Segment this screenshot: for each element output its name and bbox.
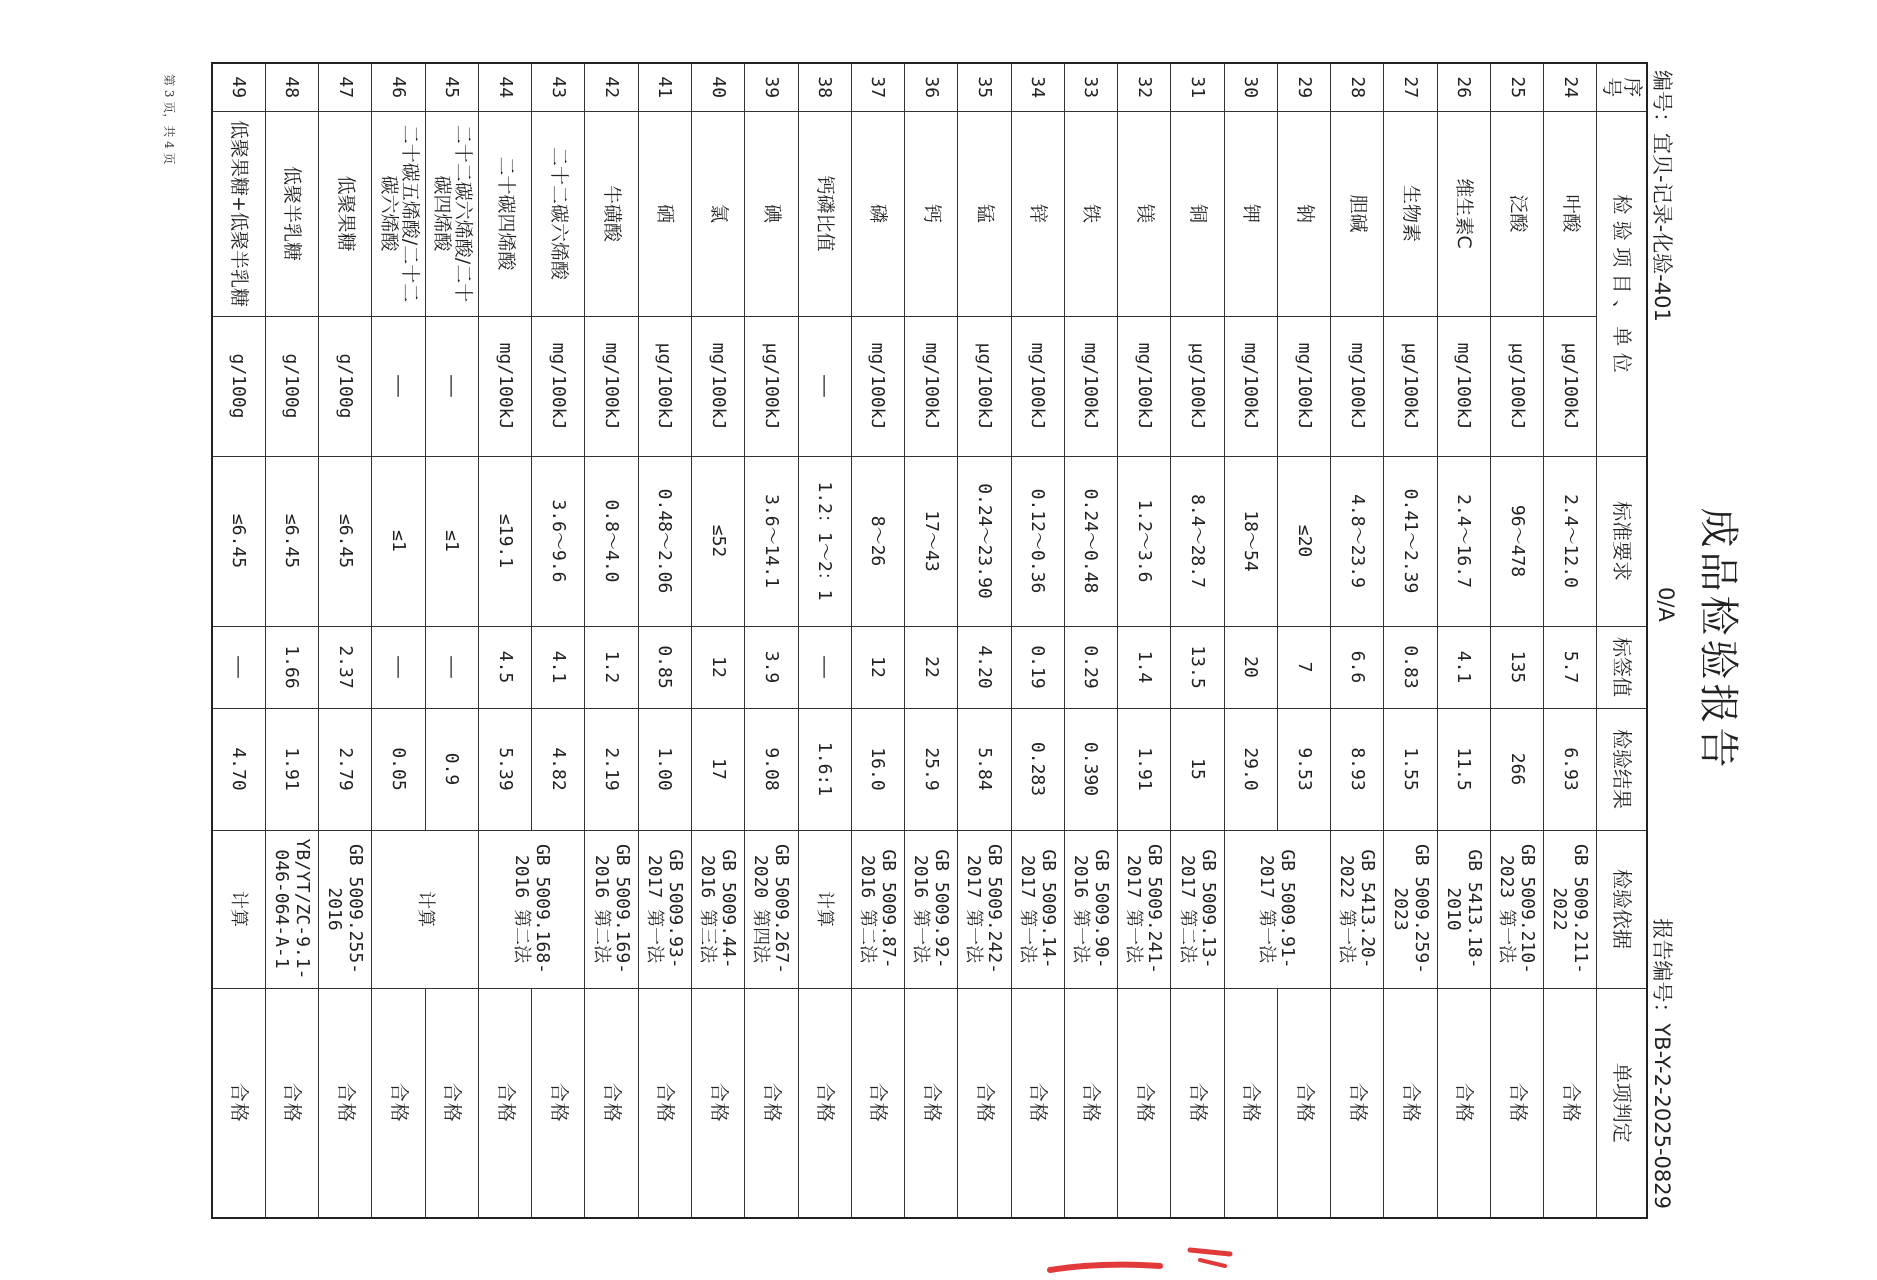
table-header-row	[1597, 63, 1647, 1218]
standard-requirement: 8～26	[851, 456, 904, 626]
test-result: 5.39	[478, 708, 531, 830]
test-basis: GB 5009.211-2022	[1544, 830, 1597, 988]
row-number: 46	[372, 63, 425, 111]
label-value: 135	[1490, 626, 1543, 708]
row-number: 24	[1544, 63, 1597, 111]
table-row	[212, 63, 265, 1218]
item-unit: μg/100kJ	[1171, 316, 1224, 456]
test-basis: GB 5009.242-2017 第一法	[958, 830, 1011, 988]
table-row	[958, 63, 1011, 1218]
item-unit: μg/100kJ	[638, 316, 691, 456]
standard-requirement: ≤6.45	[319, 456, 372, 626]
row-number: 25	[1490, 63, 1543, 111]
test-result: 4.70	[212, 708, 265, 830]
test-result: 5.84	[958, 708, 1011, 830]
judgement: 合格	[958, 988, 1011, 1218]
item-name: 锌	[1011, 111, 1064, 316]
standard-requirement: ≤1	[372, 456, 425, 626]
label-value: 1.4	[1118, 626, 1171, 708]
standard-requirement: 17～43	[905, 456, 958, 626]
item-unit: mg/100kJ	[1437, 316, 1490, 456]
table-row	[851, 63, 904, 1218]
table-row	[638, 63, 691, 1218]
test-basis: GB 5413.18-2010	[1437, 830, 1490, 988]
judgement: 合格	[532, 988, 585, 1218]
judgement: 合格	[1011, 988, 1064, 1218]
judgement: 合格	[372, 988, 425, 1218]
item-unit: mg/100kJ	[478, 316, 531, 456]
item-name: 钾	[1224, 111, 1277, 316]
label-value: 4.1	[532, 626, 585, 708]
standard-requirement: 0.8～4.0	[585, 456, 638, 626]
judgement: 合格	[851, 988, 904, 1218]
standard-requirement: 96～478	[1490, 456, 1543, 626]
judgement: 合格	[1331, 988, 1384, 1218]
label-value: 1.66	[265, 626, 318, 708]
judgement: 合格	[425, 988, 478, 1218]
judgement: 合格	[1224, 988, 1277, 1218]
label-value: 22	[905, 626, 958, 708]
standard-requirement: 18～54	[1224, 456, 1277, 626]
item-name: 低聚半乳糖	[265, 111, 318, 316]
standard-requirement: ≤19.1	[478, 456, 531, 626]
item-unit: ——	[798, 316, 851, 456]
label-value: 13.5	[1171, 626, 1224, 708]
item-name: 铁	[1064, 111, 1117, 316]
label-value: 0.83	[1384, 626, 1437, 708]
item-name: 二十碳五烯酸/二十二碳六烯酸	[372, 111, 425, 316]
label-value: 7	[1277, 626, 1330, 708]
test-basis: 计算	[212, 830, 265, 988]
test-result: 1.91	[1118, 708, 1171, 830]
item-name: 钙磷比值	[798, 111, 851, 316]
judgement: 合格	[478, 988, 531, 1218]
item-name: 胆碱	[1331, 111, 1384, 316]
test-result: 0.390	[1064, 708, 1117, 830]
row-number: 45	[425, 63, 478, 111]
table-row	[745, 63, 798, 1218]
standard-requirement: 1.2～3.6	[1118, 456, 1171, 626]
item-name: 牛磺酸	[585, 111, 638, 316]
standard-requirement: ≤1	[425, 456, 478, 626]
item-unit: μg/100kJ	[1490, 316, 1543, 456]
item-name: 二十二碳六烯酸	[532, 111, 585, 316]
standard-requirement: ≤52	[691, 456, 744, 626]
label-value: 0.19	[1011, 626, 1064, 708]
test-result: 9.53	[1277, 708, 1330, 830]
row-number: 27	[1384, 63, 1437, 111]
standard-requirement: 0.41～2.39	[1384, 456, 1437, 626]
table-row	[1011, 63, 1064, 1218]
row-number: 48	[265, 63, 318, 111]
table-row	[532, 63, 585, 1218]
row-number: 32	[1118, 63, 1171, 111]
label-value: 4.1	[1437, 626, 1490, 708]
test-result: 9.08	[745, 708, 798, 830]
table-row	[691, 63, 744, 1218]
item-unit: mg/100kJ	[1118, 316, 1171, 456]
row-number: 39	[745, 63, 798, 111]
test-basis: GB 5009.91-2017 第一法	[1224, 830, 1331, 988]
item-name: 泛酸	[1490, 111, 1543, 316]
test-basis: GB 5009.267-2020 第四法	[745, 830, 798, 988]
row-number: 37	[851, 63, 904, 111]
report-number: 报告编号：YB-Y-2-2025-0829	[1650, 918, 1674, 1209]
label-value: ——	[798, 626, 851, 708]
test-result: 11.5	[1437, 708, 1490, 830]
judgement: 合格	[265, 988, 318, 1218]
version-label: 0/A	[1654, 587, 1678, 622]
header-no: 序号	[1597, 63, 1647, 111]
item-name: 钠	[1277, 111, 1330, 316]
item-unit: mg/100kJ	[532, 316, 585, 456]
label-value: 0.85	[638, 626, 691, 708]
test-basis: GB 5009.169-2016 第二法	[585, 830, 638, 988]
test-result: 2.79	[319, 708, 372, 830]
standard-requirement: 0.24～23.90	[958, 456, 1011, 626]
label-value: ——	[212, 626, 265, 708]
table-row	[1384, 63, 1437, 1218]
test-result: 2.19	[585, 708, 638, 830]
item-name: 氯	[691, 111, 744, 316]
item-name: 维生素C	[1437, 111, 1490, 316]
test-basis: GB 5009.168-2016 第二法	[478, 830, 585, 988]
item-unit: mg/100kJ	[1011, 316, 1064, 456]
judgement: 合格	[638, 988, 691, 1218]
test-basis: GB 5009.44-2016 第三法	[691, 830, 744, 988]
row-number: 40	[691, 63, 744, 111]
test-result: 29.0	[1224, 708, 1277, 830]
judgement: 合格	[745, 988, 798, 1218]
table-row	[478, 63, 531, 1218]
item-name: 碘	[745, 111, 798, 316]
row-number: 35	[958, 63, 1011, 111]
item-unit: ——	[425, 316, 478, 456]
row-number: 43	[532, 63, 585, 111]
table-row	[1064, 63, 1117, 1218]
table-row	[1544, 63, 1597, 1218]
item-unit: ——	[372, 316, 425, 456]
standard-requirement: 0.24～0.48	[1064, 456, 1117, 626]
judgement: 合格	[1118, 988, 1171, 1218]
row-number: 49	[212, 63, 265, 111]
item-name: 钙	[905, 111, 958, 316]
label-value: 4.20	[958, 626, 1011, 708]
item-unit: μg/100kJ	[1544, 316, 1597, 456]
test-result: 1.00	[638, 708, 691, 830]
item-name: 二十碳四烯酸	[478, 111, 531, 316]
item-unit: g/100g	[265, 316, 318, 456]
standard-requirement: ≤6.45	[212, 456, 265, 626]
table-row	[319, 63, 372, 1218]
judgement: 合格	[1171, 988, 1224, 1218]
item-unit: g/100g	[212, 316, 265, 456]
row-number: 30	[1224, 63, 1277, 111]
label-value: 4.5	[478, 626, 531, 708]
table-row	[1331, 63, 1384, 1218]
row-number: 42	[585, 63, 638, 111]
item-name: 铜	[1171, 111, 1224, 316]
row-number: 33	[1064, 63, 1117, 111]
test-basis: GB 5009.13-2017 第二法	[1171, 830, 1224, 988]
test-result: 25.9	[905, 708, 958, 830]
red-seal-fragment	[1040, 1240, 1240, 1280]
test-basis: GB 5413.20-2022 第一法	[1331, 830, 1384, 988]
item-name: 镁	[1118, 111, 1171, 316]
judgement: 合格	[212, 988, 265, 1218]
item-name: 二十二碳六烯酸/二十碳四烯酸	[425, 111, 478, 316]
table-row	[1118, 63, 1171, 1218]
test-basis: 计算	[798, 830, 851, 988]
header-basis: 检验依据	[1597, 830, 1647, 988]
label-value: 12	[691, 626, 744, 708]
test-basis: 计算	[372, 830, 479, 988]
table-row	[265, 63, 318, 1218]
item-unit: mg/100kJ	[585, 316, 638, 456]
item-name: 锰	[958, 111, 1011, 316]
judgement: 合格	[691, 988, 744, 1218]
test-basis: GB 5009.14-2017 第一法	[1011, 830, 1064, 988]
label-value: 1.2	[585, 626, 638, 708]
judgement: 合格	[585, 988, 638, 1218]
test-result: 0.05	[372, 708, 425, 830]
judgement: 合格	[905, 988, 958, 1218]
test-result: 1.6:1	[798, 708, 851, 830]
test-result: 17	[691, 708, 744, 830]
item-unit: mg/100kJ	[1277, 316, 1330, 456]
item-unit: mg/100kJ	[905, 316, 958, 456]
test-basis: GB 5009.241-2017 第一法	[1118, 830, 1171, 988]
label-value: 3.9	[745, 626, 798, 708]
header-standard: 标准要求	[1597, 456, 1647, 626]
header-label-value: 标签值	[1597, 626, 1647, 708]
table-row	[905, 63, 958, 1218]
item-unit: mg/100kJ	[691, 316, 744, 456]
test-basis: GB 5009.90-2016 第一法	[1064, 830, 1117, 988]
standard-requirement: 4.8～23.9	[1331, 456, 1384, 626]
report-page	[148, 62, 1748, 1217]
label-value: 6.6	[1331, 626, 1384, 708]
standard-requirement: 2.4～16.7	[1437, 456, 1490, 626]
row-number: 29	[1277, 63, 1330, 111]
label-value: 5.7	[1544, 626, 1597, 708]
item-name: 硒	[638, 111, 691, 316]
item-unit: mg/100kJ	[1224, 316, 1277, 456]
label-value: ——	[425, 626, 478, 708]
item-name: 低聚果糖	[319, 111, 372, 316]
table-row	[1224, 63, 1277, 1218]
table-row	[1437, 63, 1490, 1218]
judgement: 合格	[798, 988, 851, 1218]
test-result: 0.283	[1011, 708, 1064, 830]
item-unit: g/100g	[319, 316, 372, 456]
standard-requirement: 3.6～9.6	[532, 456, 585, 626]
standard-requirement: ≤20	[1277, 456, 1330, 626]
test-basis: GB 5009.87-2016 第二法	[851, 830, 904, 988]
test-basis: GB 5009.210-2023 第一法	[1490, 830, 1543, 988]
judgement: 合格	[1490, 988, 1543, 1218]
test-result: 1.91	[265, 708, 318, 830]
judgement: 合格	[1437, 988, 1490, 1218]
standard-requirement: 0.48～2.06	[638, 456, 691, 626]
row-number: 44	[478, 63, 531, 111]
row-number: 28	[1331, 63, 1384, 111]
item-unit: mg/100kJ	[851, 316, 904, 456]
table-row	[1277, 63, 1330, 1218]
standard-requirement: ≤6.45	[265, 456, 318, 626]
test-basis: YB/YT/ZC-9.1-046-064-A-1	[265, 830, 318, 988]
inspection-table	[211, 62, 1648, 1219]
row-number: 36	[905, 63, 958, 111]
item-unit: μg/100kJ	[1384, 316, 1437, 456]
label-value: 0.29	[1064, 626, 1117, 708]
row-number: 34	[1011, 63, 1064, 111]
test-basis: GB 5009.93-2017 第一法	[638, 830, 691, 988]
test-result: 0.9	[425, 708, 478, 830]
item-unit: mg/100kJ	[1064, 316, 1117, 456]
header-item-unit: 检 验 项 目 、 单 位	[1597, 111, 1647, 456]
report-title: 成品检验报告	[1695, 507, 1741, 772]
header-result: 检验结果	[1597, 708, 1647, 830]
row-number: 41	[638, 63, 691, 111]
label-value: 2.37	[319, 626, 372, 708]
item-unit: μg/100kJ	[958, 316, 1011, 456]
row-number: 38	[798, 63, 851, 111]
test-basis: GB 5009.259-2023	[1384, 830, 1437, 988]
judgement: 合格	[319, 988, 372, 1218]
judgement: 合格	[1064, 988, 1117, 1218]
standard-requirement: 8.4～28.7	[1171, 456, 1224, 626]
row-number: 31	[1171, 63, 1224, 111]
test-basis: GB 5009.92-2016 第一法	[905, 830, 958, 988]
judgement: 合格	[1384, 988, 1437, 1218]
test-result: 6.93	[1544, 708, 1597, 830]
test-result: 1.55	[1384, 708, 1437, 830]
table-row	[372, 63, 425, 1218]
table-row	[1490, 63, 1543, 1218]
item-name: 生物素	[1384, 111, 1437, 316]
judgement: 合格	[1277, 988, 1330, 1218]
test-result: 266	[1490, 708, 1543, 830]
item-name: 叶酸	[1544, 111, 1597, 316]
test-result: 8.93	[1331, 708, 1384, 830]
standard-requirement: 3.6～14.1	[745, 456, 798, 626]
table-row	[425, 63, 478, 1218]
test-basis: GB 5009.255-2016	[319, 830, 372, 988]
record-number: 编号：宜贝-记录-化验-401	[1650, 70, 1674, 322]
table-row	[1171, 63, 1224, 1218]
page-footer: 第 3 页，共 4 页	[162, 74, 176, 165]
table-row	[798, 63, 851, 1218]
test-result: 15	[1171, 708, 1224, 830]
label-value: ——	[372, 626, 425, 708]
test-result: 4.82	[532, 708, 585, 830]
standard-requirement: 1.2：1～2：1	[798, 456, 851, 626]
table-row	[585, 63, 638, 1218]
standard-requirement: 2.4～12.0	[1544, 456, 1597, 626]
item-name: 低聚果糖+低聚半乳糖	[212, 111, 265, 316]
judgement: 合格	[1544, 988, 1597, 1218]
label-value: 20	[1224, 626, 1277, 708]
label-value: 12	[851, 626, 904, 708]
header-judgement: 单项判定	[1597, 988, 1647, 1218]
item-unit: mg/100kJ	[1331, 316, 1384, 456]
item-name: 磷	[851, 111, 904, 316]
item-unit: μg/100kJ	[745, 316, 798, 456]
test-result: 16.0	[851, 708, 904, 830]
standard-requirement: 0.12～0.36	[1011, 456, 1064, 626]
row-number: 26	[1437, 63, 1490, 111]
row-number: 47	[319, 63, 372, 111]
